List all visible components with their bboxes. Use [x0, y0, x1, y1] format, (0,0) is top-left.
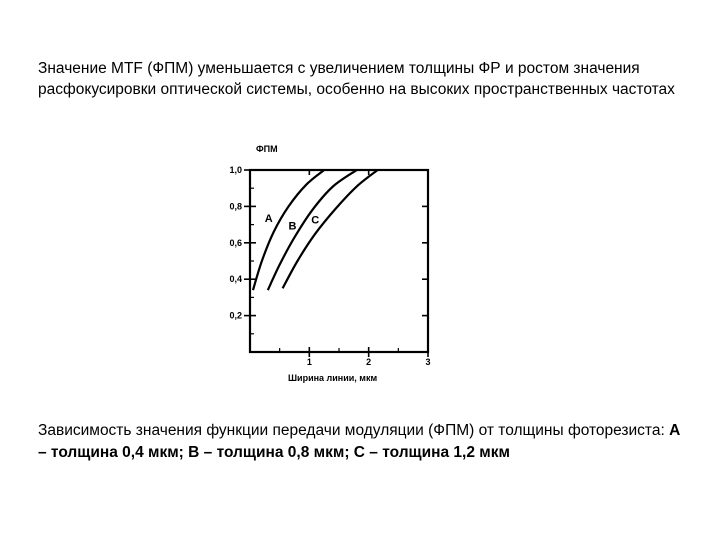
y-tick-label: 1,0 — [229, 165, 242, 175]
x-tick-label: 1 — [306, 357, 312, 367]
y-axis-title: ФПМ — [256, 144, 278, 154]
series-C-label: C — [311, 214, 320, 227]
series-A-label: A — [264, 212, 273, 225]
y-tick-label: 0,8 — [229, 201, 242, 212]
figure-caption — [38, 420, 688, 464]
intro-text: Значение МТF (ФПМ) уменьшается с увеличением толщины ФР и ростом значения расфокусировки оптической системы, особенно на высоких пространственных частотах — [38, 60, 675, 98]
x-tick-label: 2 — [366, 357, 372, 367]
caption-text: Зависимость значения функции передачи модуляции (ФПМ) от толщины фоторезиста: — [38, 422, 670, 439]
series-B-line — [268, 170, 357, 290]
series-B-label: B — [288, 220, 297, 233]
y-tick-label: 0,2 — [229, 310, 242, 321]
x-tick-label: 3 — [425, 357, 431, 367]
y-tick-label: 0,6 — [229, 237, 242, 248]
caption-legend-text: А – толщина 0,4 мкм; В – толщина 0,8 мкм; С – толщина 1,2 мкм — [38, 422, 681, 461]
y-tick-label: 0,4 — [229, 274, 242, 285]
plot-frame — [250, 170, 428, 352]
x-axis-title: Ширина линии, мкм — [288, 373, 378, 383]
